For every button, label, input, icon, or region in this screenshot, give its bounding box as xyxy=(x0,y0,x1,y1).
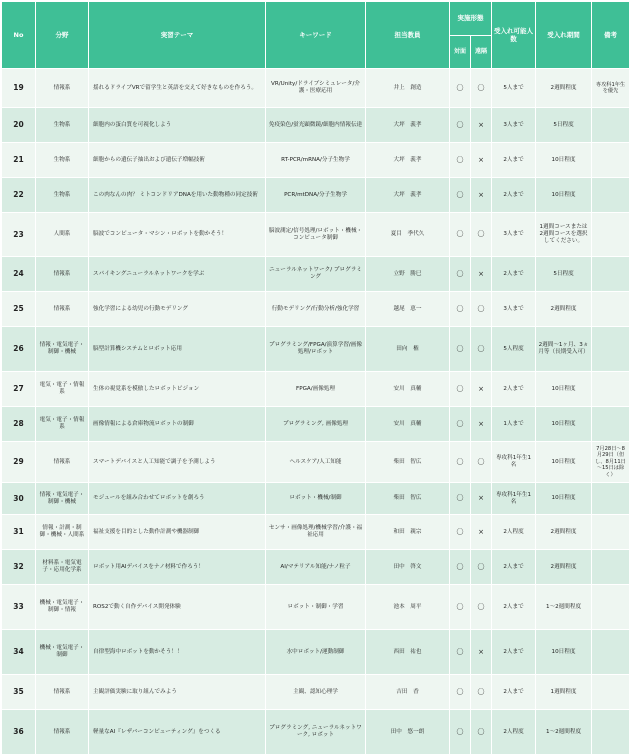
cell-capacity: 2人まで xyxy=(492,585,536,630)
cell-keyword: プログラミング/FPGA/演算学習/画像処理/ロボット xyxy=(266,327,366,372)
cell-capacity: 3人まで xyxy=(492,108,536,143)
cell-no: 19 xyxy=(2,69,36,108)
cell-note xyxy=(592,143,630,178)
cell-field: 材料系・電気電子・応用化学系 xyxy=(36,550,89,585)
cell-teacher: 柴田 智広 xyxy=(366,442,450,483)
cell-field: 機械・電気電子・制御・情報 xyxy=(36,585,89,630)
cell-face: 〇 xyxy=(450,292,471,327)
cell-teacher: 大坪 義孝 xyxy=(366,143,450,178)
cell-note xyxy=(592,710,630,755)
cell-face: 〇 xyxy=(450,710,471,755)
cell-no: 34 xyxy=(2,630,36,675)
cell-field: 人間系 xyxy=(36,213,89,257)
cell-remote: 〇 xyxy=(471,585,492,630)
cell-no: 30 xyxy=(2,483,36,515)
cell-keyword: プログラミング, ニューラルネットワーク, ロボット xyxy=(266,710,366,755)
cell-theme: 福祉支援を目的とした動作計測や機器制御 xyxy=(89,515,266,550)
cell-capacity: 1人まで xyxy=(492,407,536,442)
cell-no: 20 xyxy=(2,108,36,143)
header-format: 実施形態 xyxy=(450,2,492,36)
cell-remote: 〇 xyxy=(471,550,492,585)
cell-capacity: 5人まで xyxy=(492,69,536,108)
header-period: 受入れ期間 xyxy=(536,2,592,69)
table-row xyxy=(2,710,630,755)
cell-remote: 〇 xyxy=(471,213,492,257)
cell-keyword: FPGA/画像処理 xyxy=(266,372,366,407)
cell-keyword: ロボット・制御・学習 xyxy=(266,585,366,630)
cell-face: 〇 xyxy=(450,407,471,442)
cell-no: 33 xyxy=(2,585,36,630)
cell-teacher: 立野 勝巳 xyxy=(366,257,450,292)
cell-face: 〇 xyxy=(450,257,471,292)
cell-note xyxy=(592,630,630,675)
cell-note xyxy=(592,327,630,372)
table-row xyxy=(2,108,630,143)
cell-keyword: ニューラルネットワーク/ プログラミング xyxy=(266,257,366,292)
cell-no: 32 xyxy=(2,550,36,585)
cell-keyword: 主観、認知心理学 xyxy=(266,675,366,710)
cell-face: 〇 xyxy=(450,108,471,143)
header-field: 分野 xyxy=(36,2,89,69)
table-row xyxy=(2,675,630,710)
cell-field: 情報系 xyxy=(36,69,89,108)
cell-note xyxy=(592,675,630,710)
table-row xyxy=(2,143,630,178)
cell-period: 10日程度 xyxy=(536,442,592,483)
cell-no: 31 xyxy=(2,515,36,550)
cell-period: 5日程度 xyxy=(536,108,592,143)
cell-no: 26 xyxy=(2,327,36,372)
cell-period: 2週間程度 xyxy=(536,550,592,585)
cell-no: 22 xyxy=(2,178,36,213)
cell-period: 10日程度 xyxy=(536,372,592,407)
cell-no: 27 xyxy=(2,372,36,407)
cell-keyword: プログラミング, 画像処理 xyxy=(266,407,366,442)
cell-no: 24 xyxy=(2,257,36,292)
header-no: No xyxy=(2,2,36,69)
cell-note xyxy=(592,407,630,442)
cell-theme: ROS2で動く自作デバイス開発体験 xyxy=(89,585,266,630)
cell-teacher: 井上 創造 xyxy=(366,69,450,108)
cell-remote: 〇 xyxy=(471,327,492,372)
cell-field: 生物系 xyxy=(36,178,89,213)
table-row xyxy=(2,327,630,372)
cell-capacity: 2人まで xyxy=(492,550,536,585)
table-row xyxy=(2,483,630,515)
cell-theme: スパイキングニューラルネットワークを学ぶ xyxy=(89,257,266,292)
cell-field: 情報系 xyxy=(36,442,89,483)
cell-keyword: センサ・画像処理/機械学習/介護・福祉応用 xyxy=(266,515,366,550)
cell-theme: 細胞からの遺伝子抽出および遺伝子増幅技術 xyxy=(89,143,266,178)
cell-period: 10日程度 xyxy=(536,630,592,675)
cell-field: 情報・計測・制御・機械・人間系 xyxy=(36,515,89,550)
cell-theme: 自律型海中ロボットを動かそう！！ xyxy=(89,630,266,675)
cell-face: 〇 xyxy=(450,630,471,675)
cell-field: 電気・電子・情報系 xyxy=(36,407,89,442)
cell-remote: 〇 xyxy=(471,675,492,710)
cell-field: 情報・電気電子・制御・機械 xyxy=(36,327,89,372)
table-row xyxy=(2,407,630,442)
cell-remote: × xyxy=(471,108,492,143)
cell-theme: モジュールを組み合わせてロボットを創ろう xyxy=(89,483,266,515)
table-row xyxy=(2,630,630,675)
cell-teacher: 安川 真輔 xyxy=(366,407,450,442)
cell-theme: 軽量なAI『レザバーコンピューティング』をつくる xyxy=(89,710,266,755)
cell-remote: 〇 xyxy=(471,69,492,108)
cell-teacher: 西田 祐也 xyxy=(366,630,450,675)
cell-keyword: VR/Unity/ドライブシミュレータ/介護・医療応用 xyxy=(266,69,366,108)
cell-period: 2週間～1ヶ月、3ヵ月等（長期受入可） xyxy=(536,327,592,372)
cell-face: 〇 xyxy=(450,213,471,257)
table-row xyxy=(2,69,630,108)
cell-field: 生物系 xyxy=(36,143,89,178)
header-keyword: キーワード xyxy=(266,2,366,69)
cell-keyword: 免疫染色/蛍光顕微鏡/細胞内情報伝達 xyxy=(266,108,366,143)
cell-face: 〇 xyxy=(450,675,471,710)
cell-theme: 脳波でコンピュータ・マシン・ロボットを動かそう！ xyxy=(89,213,266,257)
cell-theme: 揺れるドライブVRで留学生と英語を交えて好きなものを作ろう。 xyxy=(89,69,266,108)
cell-capacity: 2人まで xyxy=(492,257,536,292)
header-theme: 実習テーマ xyxy=(89,2,266,69)
cell-period: 1～2週間程度 xyxy=(536,585,592,630)
cell-field: 生物系 xyxy=(36,108,89,143)
cell-face: 〇 xyxy=(450,515,471,550)
cell-teacher: 田向 権 xyxy=(366,327,450,372)
cell-teacher: 越尾 恵一 xyxy=(366,292,450,327)
cell-capacity: 2人まで xyxy=(492,372,536,407)
cell-remote: × xyxy=(471,515,492,550)
cell-remote: × xyxy=(471,630,492,675)
page xyxy=(1,1,629,755)
cell-keyword: AI/マテリアル知能/ナノ粒子 xyxy=(266,550,366,585)
cell-keyword: 脳波測定/信号処理/ロボット・機械・コンピュータ制御 xyxy=(266,213,366,257)
cell-period: 2週間程度 xyxy=(536,515,592,550)
cell-capacity: 専攻科1年生1名 xyxy=(492,442,536,483)
cell-teacher: 田中 悠一朗 xyxy=(366,710,450,755)
table-row xyxy=(2,178,630,213)
cell-note xyxy=(592,515,630,550)
cell-theme: この肉なんの肉？ ミトコンドリアDNAを用いた動物種の同定技術 xyxy=(89,178,266,213)
cell-face: 〇 xyxy=(450,372,471,407)
cell-capacity: 2人まで xyxy=(492,630,536,675)
cell-period: 10日程度 xyxy=(536,178,592,213)
cell-remote: × xyxy=(471,178,492,213)
cell-note xyxy=(592,483,630,515)
cell-note: 専攻科1年生を優先 xyxy=(592,69,630,108)
table-header xyxy=(2,2,630,69)
cell-period: 1週間程度 xyxy=(536,675,592,710)
cell-remote: × xyxy=(471,143,492,178)
cell-field: 情報系 xyxy=(36,710,89,755)
cell-capacity: 2人まで xyxy=(492,143,536,178)
cell-note xyxy=(592,257,630,292)
cell-theme: 脳型計算機システムとロボット応用 xyxy=(89,327,266,372)
cell-face: 〇 xyxy=(450,550,471,585)
cell-face: 〇 xyxy=(450,327,471,372)
cell-capacity: 2人まで xyxy=(492,178,536,213)
table-row xyxy=(2,372,630,407)
cell-field: 機械・電気電子・制御 xyxy=(36,630,89,675)
cell-face: 〇 xyxy=(450,585,471,630)
cell-theme: 主観評価実験に取り組んでみよう xyxy=(89,675,266,710)
cell-field: 情報系 xyxy=(36,675,89,710)
cell-remote: × xyxy=(471,407,492,442)
cell-period: 1週間コースまたは2週間コースを選択してください。 xyxy=(536,213,592,257)
cell-field: 情報系 xyxy=(36,257,89,292)
cell-teacher: 夏目 季代久 xyxy=(366,213,450,257)
header-remote: 遠隔 xyxy=(471,36,492,69)
cell-teacher: 田中 啓文 xyxy=(366,550,450,585)
cell-no: 29 xyxy=(2,442,36,483)
cell-capacity: 3人まで xyxy=(492,292,536,327)
cell-keyword: PCR/mtDNA/分子生物学 xyxy=(266,178,366,213)
cell-no: 25 xyxy=(2,292,36,327)
cell-note xyxy=(592,292,630,327)
cell-theme: スマートデバイスと人工知能で調子を予測しよう xyxy=(89,442,266,483)
cell-capacity: 5人程度 xyxy=(492,327,536,372)
header-note: 備考 xyxy=(592,2,630,69)
cell-theme: 画像情報による倉庫物流ロボットの制御 xyxy=(89,407,266,442)
cell-face: 〇 xyxy=(450,442,471,483)
cell-teacher: 柴田 智広 xyxy=(366,483,450,515)
header-capacity: 受入れ可能人数 xyxy=(492,2,536,69)
cell-period: 10日程度 xyxy=(536,143,592,178)
table-row xyxy=(2,292,630,327)
table-row xyxy=(2,213,630,257)
cell-period: 2週間程度 xyxy=(536,69,592,108)
table-body xyxy=(2,69,630,755)
cell-note xyxy=(592,585,630,630)
table-row xyxy=(2,585,630,630)
cell-no: 21 xyxy=(2,143,36,178)
cell-teacher: 吉田 香 xyxy=(366,675,450,710)
cell-theme: 細胞内の蛋白質を可視化しよう xyxy=(89,108,266,143)
cell-remote: 〇 xyxy=(471,292,492,327)
cell-period: 1～2週間程度 xyxy=(536,710,592,755)
header-face: 対面 xyxy=(450,36,471,69)
cell-capacity: 2人程度 xyxy=(492,515,536,550)
cell-theme: 強化学習による幼児の行動モデリング xyxy=(89,292,266,327)
cell-note: 7月28日～8月29日（但し、8月11日～15日は除く） xyxy=(592,442,630,483)
cell-no: 36 xyxy=(2,710,36,755)
cell-capacity: 3人まで xyxy=(492,213,536,257)
table-row xyxy=(2,442,630,483)
table-row xyxy=(2,550,630,585)
cell-capacity: 2人程度 xyxy=(492,710,536,755)
cell-teacher: 和田 親宗 xyxy=(366,515,450,550)
cell-period: 5日程度 xyxy=(536,257,592,292)
cell-keyword: ヘルスケア/人工知能 xyxy=(266,442,366,483)
cell-remote: × xyxy=(471,483,492,515)
cell-keyword: 水中ロボット/運動制御 xyxy=(266,630,366,675)
cell-teacher: 池本 周平 xyxy=(366,585,450,630)
cell-no: 35 xyxy=(2,675,36,710)
cell-period: 10日程度 xyxy=(536,483,592,515)
cell-theme: 生体の視覚系を模倣したロボットビジョン xyxy=(89,372,266,407)
cell-keyword: 行動モデリング/行動分析/強化学習 xyxy=(266,292,366,327)
cell-capacity: 2人まで xyxy=(492,675,536,710)
header-teacher: 担当教員 xyxy=(366,2,450,69)
program-table xyxy=(1,1,630,755)
cell-note xyxy=(592,372,630,407)
cell-capacity: 専攻科1年生1名 xyxy=(492,483,536,515)
cell-teacher: 安川 真輔 xyxy=(366,372,450,407)
cell-note xyxy=(592,108,630,143)
cell-no: 23 xyxy=(2,213,36,257)
cell-field: 情報・電気電子・制御・機械 xyxy=(36,483,89,515)
cell-period: 2週間程度 xyxy=(536,292,592,327)
cell-field: 電気・電子・情報系 xyxy=(36,372,89,407)
table-row xyxy=(2,257,630,292)
cell-period: 10日程度 xyxy=(536,407,592,442)
cell-remote: 〇 xyxy=(471,442,492,483)
cell-remote: × xyxy=(471,257,492,292)
cell-teacher: 大坪 義孝 xyxy=(366,108,450,143)
cell-note xyxy=(592,178,630,213)
cell-note xyxy=(592,550,630,585)
cell-keyword: RT-PCR/mRNA/分子生物学 xyxy=(266,143,366,178)
cell-teacher: 大坪 義孝 xyxy=(366,178,450,213)
cell-face: 〇 xyxy=(450,69,471,108)
cell-no: 28 xyxy=(2,407,36,442)
table-row xyxy=(2,515,630,550)
cell-keyword: ロボット・機械/制御 xyxy=(266,483,366,515)
cell-face: 〇 xyxy=(450,143,471,178)
cell-remote: 〇 xyxy=(471,710,492,755)
cell-note xyxy=(592,213,630,257)
cell-face: 〇 xyxy=(450,483,471,515)
cell-remote: × xyxy=(471,372,492,407)
cell-face: 〇 xyxy=(450,178,471,213)
cell-field: 情報系 xyxy=(36,292,89,327)
cell-theme: ロボット用AIデバイスをナノ材料で作ろう！ xyxy=(89,550,266,585)
